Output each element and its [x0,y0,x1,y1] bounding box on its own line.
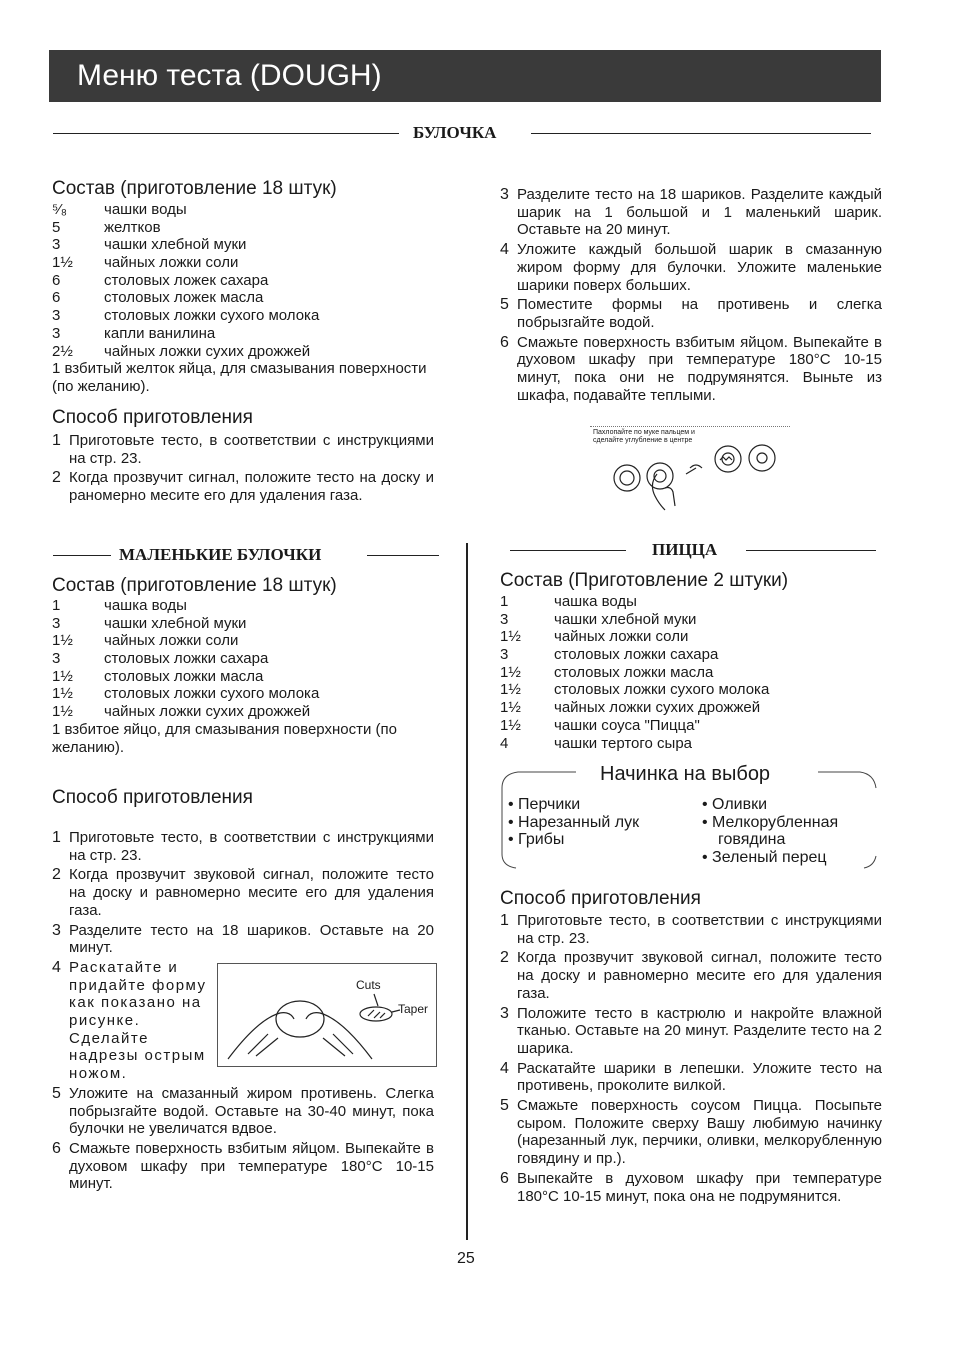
ingredient-name: столовых ложки масла [104,667,264,685]
ingredient-quantity: 1 [500,593,509,610]
heading-rule-left [510,550,626,551]
step-number: 4 [500,241,509,259]
ingredient-name: чашка воды [554,593,637,610]
section-title: МАЛЕНЬКИЕ БУЛОЧКИ [119,545,322,564]
step-number: 4 [52,958,63,976]
method-step [52,866,434,919]
method-steps [500,912,882,1207]
ingredients-list [500,593,882,752]
ingredient-name: столовых ложки сухого молока [104,307,320,325]
heading-rule-right [531,133,871,134]
step-text: Уложите на смазанный жиром противень. Слегка побрызгайте водой. Оставьте на 30-40 минут, пока булочки не увеличатся вдвое. [69,1084,434,1138]
method-step [500,334,882,405]
ingredient-name: столовых ложки сухого молока [554,681,770,699]
ingredient-item [500,735,882,753]
ingredient-quantity: 6 [52,289,61,307]
ingredient-item [52,615,452,633]
ingredient-quantity: 1½ [52,254,73,272]
method-title: Способ приготовления [52,787,253,808]
ingredient-name: чашки воды [104,201,187,218]
step-text: Когда прозвучит сигнал, положите тесто на доску и раномерно месите его для удаления газа. [69,469,434,505]
ingredient-name: чашка воды [104,597,187,614]
figure-label-taper: Taper [398,1002,429,1016]
step-text: Раскатайте шарики в лепешки. Уложите тесто на противень, проколите вилкой. [517,1059,882,1095]
step-text: Когда прозвучит звуковой сигнал, положите тесто на доску и равномерно месите его для удаления газа. [517,949,882,1002]
ingredient-name: чайных ложки соли [104,254,239,272]
method-title: Способ приготовления [52,407,253,428]
ingredient-item [500,628,882,646]
method-step [500,186,882,239]
method-title: Способ приготовления [500,888,701,909]
step-number: 5 [500,1097,509,1115]
method-step [52,922,434,957]
ingredient-item [500,646,882,664]
step-text: Приготовьте тесто, в соответствии с инструкциями на стр. 23. [517,912,882,947]
ingredient-quantity: 3 [52,236,61,254]
ingredient-quantity: 3 [500,646,509,664]
step-number: 2 [500,949,509,967]
ingredient-quantity: 6 [52,271,61,289]
ingredient-name: чайных ложки соли [104,632,239,650]
filling-item: • Перчики [508,796,581,813]
step-text: Приготовьте тесто, в соответствии с инструкциями на стр. 23. [69,432,434,467]
ingredient-quantity: 3 [52,650,61,668]
ingredient-item [52,272,452,290]
step-text: Раскатайте и придайте форму как показано на рисунке. Сделайте надрезы острым ножом. [69,958,207,1083]
ingredient-name: желтков [104,218,161,236]
ingredient-quantity: 3 [52,307,61,325]
step-text: Смажьте поверхность взбитым яйцом. Выпекайте в духовом шкафу при температуре 180°С 10-15 минут. [69,1139,434,1193]
step-number: 1 [52,432,61,449]
figure-dough-hollow [590,426,790,516]
ingredient-item [52,201,452,219]
ingredient-item [52,650,452,668]
ingredient-item [500,664,882,682]
ingredient-quantity: 1½ [500,681,521,699]
section-title: ПИЦЦА [652,540,718,559]
filling-left-list [508,796,639,849]
ingredient-note: 1 взбитый желток яйца, для смазывания поверхности (по желанию). [52,360,427,395]
method-step [52,1085,434,1138]
ingredient-item [52,597,452,615]
ingredient-name: чашки хлебной муки [104,236,247,254]
heading-rule-left [53,555,111,556]
ingredients-title: Состав (приготовление 18 штук) [52,575,337,596]
step-number: 2 [52,469,61,487]
heading-rule-right [746,550,876,551]
ingredient-quantity: 5 [52,218,61,236]
ingredient-item [52,254,452,272]
step-number: 2 [52,866,61,884]
method-steps-continued [500,186,882,406]
ingredients-list [52,597,452,721]
ingredient-name: чашки хлебной муки [554,610,697,628]
ingredient-item [52,219,452,237]
filling-item: • Грибы [508,831,565,849]
dough-illustration [590,426,790,516]
ingredient-name: столовых ложки сахара [554,646,719,664]
method-step [500,1005,882,1058]
step-text: Разделите тесто на 18 шариков. Оставьте на 20 минут. [69,921,434,957]
ingredient-quantity: ⁵⁄₈ [52,201,67,218]
ingredient-quantity: 1½ [500,628,521,646]
step-number: 1 [500,912,509,929]
ingredient-quantity: 1 [52,597,61,614]
ingredient-item [52,632,452,650]
method-step [52,1140,434,1193]
step-text: Уложите каждый большой шарик в смазанную жиром форму для булочки. Уложите маленькие шарики поверх больших. [517,241,882,294]
method-step [500,1097,882,1168]
section-title: БУЛОЧКА [413,123,497,142]
ingredient-quantity: 1½ [52,632,73,650]
ingredient-name: чайных ложки сухих дрожжей [104,703,311,721]
ingredient-name: столовых ложки масла [554,663,714,681]
ingredient-name: столовых ложки сахара [104,650,269,668]
filling-title: Начинка на выбор [600,763,771,785]
figure-roll-shaping [217,963,437,1067]
ingredient-quantity: 1½ [52,667,73,685]
ingredient-quantity: 1½ [52,685,73,703]
method-step [52,469,434,504]
ingredient-item [500,681,882,699]
step-number: 3 [52,921,61,939]
step-text: Положите тесто в кастрюлю и накройте влажной тканью. Оставьте на 20 минут. Разделите тесто на 2 шарика. [517,1004,882,1057]
ingredient-note: 1 взбитое яйцо, для смазывания поверхности (по желанию). [52,721,397,756]
column-divider [466,543,468,1240]
ingredient-quantity: 3 [500,610,509,628]
method-step [500,1060,882,1095]
step-text: Смажьте поверхность соусом Пицца. Посыпьте сыром. Положите сверху Вашу любимую начинку (нарезанный лук, перчики, оливки, мелкорубленную говядину и пр.). [517,1097,882,1168]
ingredient-name: чашки тертого сыра [554,734,693,752]
step-number: 3 [500,186,509,203]
ingredient-item [52,343,452,361]
ingredient-name: чайных ложки сухих дрожжей [554,699,761,717]
filling-item: говядина [718,831,786,849]
ingredient-name: столовых ложек масла [104,289,264,307]
ingredient-item [52,703,452,721]
step-number: 6 [500,1169,509,1187]
method-step [500,296,882,331]
roll-illustration [218,964,436,1066]
page-banner [49,50,881,102]
section-heading-pizza [510,539,880,561]
method-step [500,1170,882,1205]
ingredient-quantity: 1½ [500,699,521,717]
step-number: 6 [52,1139,61,1157]
ingredient-quantity: 1½ [500,716,521,734]
filling-options [500,760,878,870]
step-text: Поместите формы на противень и слегка побрызгайте водой. [517,296,882,331]
ingredient-item [52,289,452,307]
ingredients-title: Состав (Приготовление 2 штуки) [500,570,789,591]
step-text: Смажьте поверхность взбитым яйцом. Выпекайте в духовом шкафу при температуре 180°С 10-15 минут, пока они не подрумянятся. Выньте из шкафа, подавайте теплыми. [517,333,882,404]
method-step [52,432,434,467]
step-number: 3 [500,1004,509,1022]
ingredient-quantity: 2½ [52,342,73,360]
step-text: Когда прозвучит звуковой сигнал, положите тесто на доску и равномерно месите его для удаления газа. [69,866,434,919]
filling-item: • Оливки [702,796,768,813]
step-number: 5 [52,1084,61,1102]
ingredient-item [500,593,882,611]
filling-item: • Мелкорубленная [702,813,839,831]
ingredient-name: столовых ложек сахара [104,271,269,289]
figure-caption: Пахлопайте по муке пальцем и сделайте углубление в центре [593,429,695,444]
filling-item: • Зеленый перец [702,849,827,867]
ingredient-item [52,236,452,254]
ingredient-name: капли ванилина [104,324,216,342]
ingredient-quantity: 1½ [52,703,73,721]
ingredient-name: чайных ложки сухих дрожжей [104,342,311,360]
method-step [500,241,882,294]
method-steps [52,432,434,507]
section-heading-bulochka [49,122,881,144]
step-number: 5 [500,296,509,314]
ingredient-item [52,668,452,686]
step-text: Приготовьте тесто, в соответствии с инструкциями на стр. 23. [69,829,434,864]
ingredients-title: Состав (приготовление 18 штук) [52,178,337,199]
ingredient-quantity: 1½ [500,663,521,681]
ingredient-item [52,325,452,343]
figure-label-cuts: Cuts [356,978,381,992]
step-number: 6 [500,333,509,351]
step-number: 4 [500,1059,509,1077]
ingredient-name: столовых ложки сухого молока [104,685,320,703]
ingredients-list [52,201,452,360]
filling-right-list [702,796,838,867]
step-text: Выпекайте в духовом шкафу при температуре 180°С 10-15 минут, пока она не подрумянится. [517,1169,882,1205]
ingredient-quantity: 3 [52,614,61,632]
heading-rule-left [53,133,399,134]
ingredient-item [52,685,452,703]
ingredient-quantity: 3 [52,324,61,342]
step-number: 1 [52,829,61,846]
method-step [500,949,882,1002]
ingredient-name: чайных ложки соли [554,628,689,646]
ingredient-item [500,611,882,629]
page-number: 25 [457,1250,475,1267]
page-title: Меню теста (DOUGH) [77,59,382,92]
method-step [500,912,882,947]
method-step [52,959,219,1083]
ingredient-item [52,307,452,325]
ingredient-quantity: 4 [500,734,509,752]
method-step [52,829,434,864]
step-text: Разделите тесто на 18 шариков. Разделите каждый шарик на 1 большой и 1 маленький шарик. Оставьте на 20 минут. [517,186,882,239]
filling-item: • Нарезанный лук [508,813,640,831]
ingredient-name: чашки хлебной муки [104,614,247,632]
ingredient-item [500,717,882,735]
heading-rule-right [367,555,439,556]
section-heading-small-buns [49,544,441,566]
ingredient-name: чашки соуса "Пицца" [554,716,700,734]
ingredient-item [500,699,882,717]
